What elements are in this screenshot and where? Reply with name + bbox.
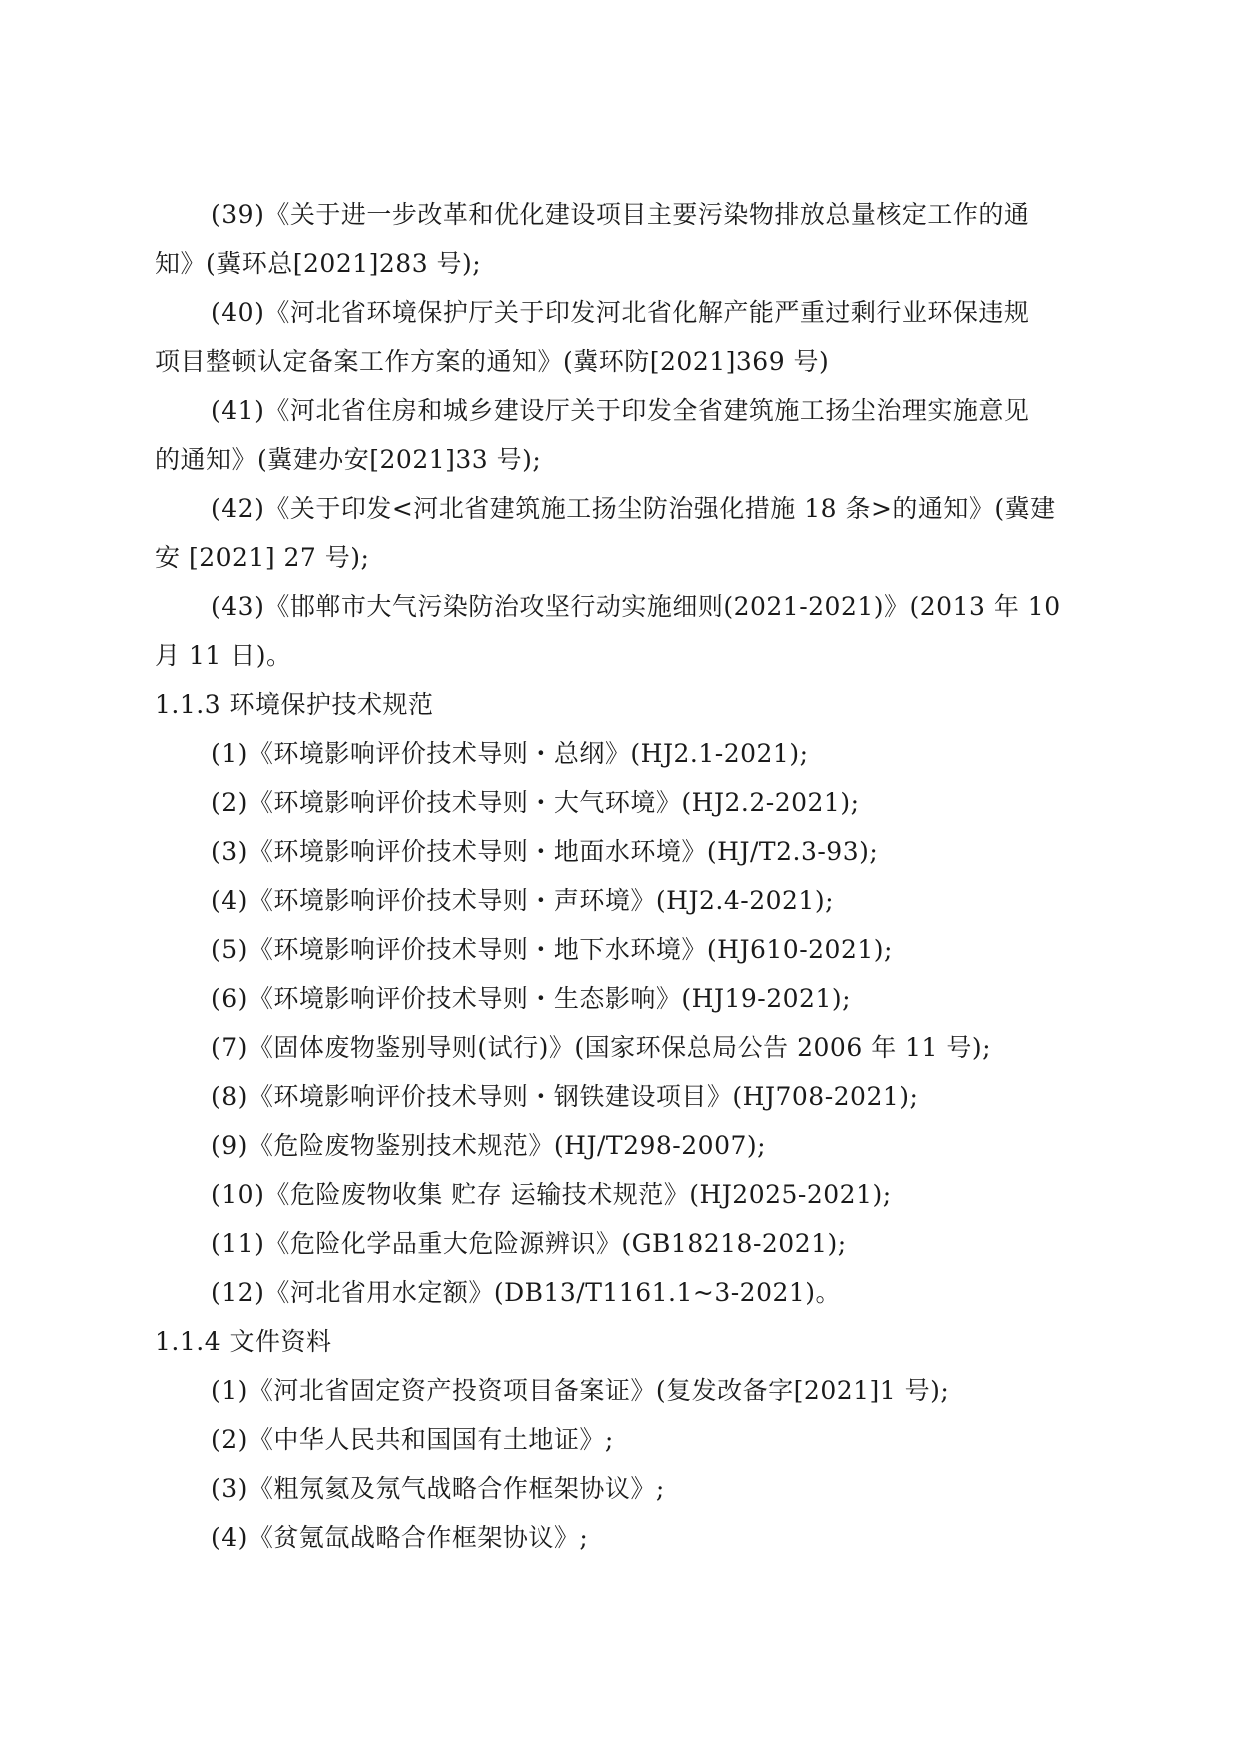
tech-standard-item: (9)《危险废物鉴别技术规范》(HJ/T298-2007);: [211, 1131, 767, 1160]
tech-standard-item: (8)《环境影响评价技术导则・钢铁建设项目》(HJ708-2021);: [211, 1082, 919, 1111]
tech-standard-item: (5)《环境影响评价技术导则・地下水环境》(HJ610-2021);: [211, 935, 893, 964]
regulation-43: [155, 582, 1085, 680]
section-heading-113: 1.1.3 环境保护技术规范: [155, 690, 434, 719]
regulation-39-line2: 知》(冀环总[2021]283 号);: [155, 249, 482, 278]
regulation-41-line1: (41)《河北省住房和城乡建设厅关于印发全省建筑施工扬尘治理实施意见: [211, 396, 1030, 425]
tech-standard-item: (11)《危险化学品重大危险源辨识》(GB18218-2021);: [211, 1229, 847, 1258]
regulation-39-line1: (39)《关于进一步改革和优化建设项目主要污染物排放总量核定工作的通: [211, 200, 1030, 229]
document-item: (1)《河北省固定资产投资项目备案证》(复发改备字[2021]1 号);: [211, 1376, 950, 1405]
regulation-43-line1: (43)《邯郸市大气污染防治攻坚行动实施细则(2021-2021)》(2013 年 10: [211, 592, 1061, 621]
regulation-40-line1: (40)《河北省环境保护厅关于印发河北省化解产能严重过剩行业环保违规: [211, 298, 1030, 327]
document-item: (4)《贫氪氙战略合作框架协议》;: [211, 1523, 589, 1552]
tech-standard-item: (12)《河北省用水定额》(DB13/T1161.1~3-2021)。: [211, 1278, 842, 1307]
section-heading-114: 1.1.4 文件资料: [155, 1327, 332, 1356]
document-page: [155, 190, 1085, 1562]
tech-standard-item: (4)《环境影响评价技术导则・声环境》(HJ2.4-2021);: [211, 886, 834, 915]
tech-standard-item: (1)《环境影响评价技术导则・总纲》(HJ2.1-2021);: [211, 739, 809, 768]
regulation-42-line1: (42)《关于印发<河北省建筑施工扬尘防治强化措施 18 条>的通知》(冀建: [211, 494, 1056, 523]
tech-standard-item: (7)《固体废物鉴别导则(试行)》(国家环保总局公告 2006 年 11 号);: [211, 1033, 992, 1062]
regulation-41: [155, 386, 1085, 484]
regulation-42: [155, 484, 1085, 582]
tech-standard-item: (3)《环境影响评价技术导则・地面水环境》(HJ/T2.3-93);: [211, 837, 879, 866]
regulation-43-line2: 月 11 日)。: [155, 641, 292, 670]
document-item: (2)《中华人民共和国国有土地证》;: [211, 1425, 614, 1454]
regulation-40-line2: 项目整顿认定备案工作方案的通知》(冀环防[2021]369 号): [155, 347, 830, 376]
regulation-40: [155, 288, 1085, 386]
regulation-39: [155, 190, 1085, 288]
tech-standard-item: (6)《环境影响评价技术导则・生态影响》(HJ19-2021);: [211, 984, 852, 1013]
regulation-42-line2: 安 [2021] 27 号);: [155, 543, 370, 572]
tech-standard-item: (10)《危险废物收集 贮存 运输技术规范》(HJ2025-2021);: [211, 1180, 892, 1209]
regulation-41-line2: 的通知》(冀建办安[2021]33 号);: [155, 445, 542, 474]
document-item: (3)《粗氖氦及氖气战略合作框架协议》;: [211, 1474, 665, 1503]
tech-standard-item: (2)《环境影响评价技术导则・大气环境》(HJ2.2-2021);: [211, 788, 860, 817]
